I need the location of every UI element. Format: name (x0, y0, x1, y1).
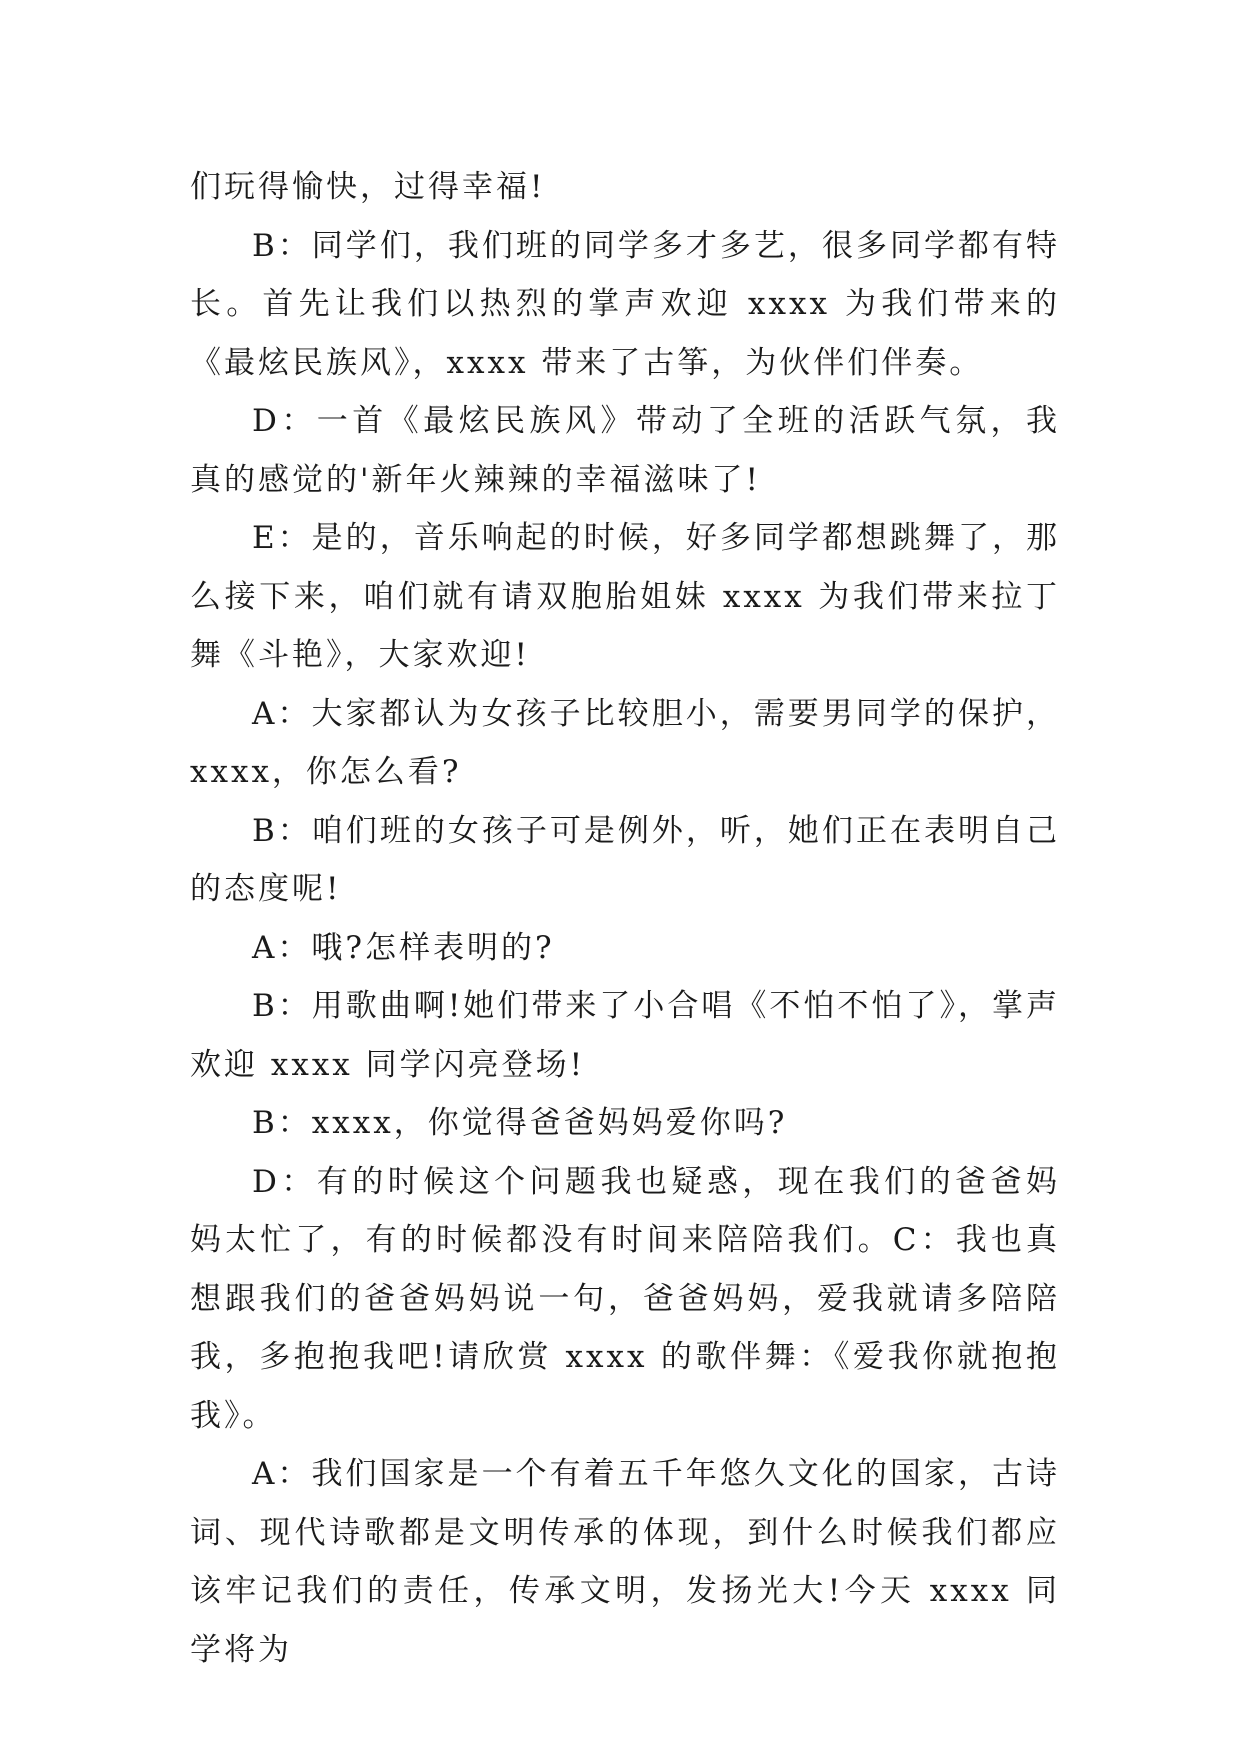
paragraph-9: B：xxxx，你觉得爸爸妈妈爱你吗? (252, 1105, 788, 1141)
paragraph-11: A：我们国家是一个有着五千年悠久文化的国家，古诗词、现代诗歌都是文明传承的体现，到什么时候我们都应该牢记我们的责任，传承文明，发扬光大!今天 xxxx 同学将为 (190, 1456, 1060, 1668)
paragraph-7: A：哦?怎样表明的? (252, 929, 555, 966)
paragraph-2: B：同学们，我们班的同学多才多艺，很多同学都有特长。首先让我们以热烈的掌声欢迎 xxxx 为我们带来的《最炫民族风》，xxxx 带来了古筝，为伙伴们伴奏。 (190, 227, 1060, 381)
paragraph-5: A：大家都认为女孩子比较胆小，需要男同学的保护，xxxx，你怎么看? (190, 695, 1060, 790)
paragraph-6: B：咱们班的女孩子可是例外，听，她们正在表明自己的态度呢! (190, 812, 1060, 907)
paragraph-3: D：一首《最炫民族风》带动了全班的活跃气氛，我真的感觉的'新年火辣辣的幸福滋味了! (190, 403, 1060, 498)
paragraph-1: 们玩得愉快，过得幸福! (190, 169, 546, 205)
document-body (190, 158, 1060, 1679)
paragraph-8: B：用歌曲啊!她们带来了小合唱《不怕不怕了》，掌声欢迎 xxxx 同学闪亮登场! (190, 988, 1060, 1083)
paragraph-10: D：有的时候这个问题我也疑惑，现在我们的爸爸妈妈太忙了，有的时候都没有时间来陪陪我们。C：我也真想跟我们的爸爸妈妈说一句，爸爸妈妈，爱我就请多陪陪我，多抱抱我吧!请欣赏 xxxx 的歌伴舞：《爱我你就抱抱我》。 (190, 1163, 1060, 1434)
paragraph-4: E：是的，音乐响起的时候，好多同学都想跳舞了，那么接下来，咱们就有请双胞胎姐妹 xxxx 为我们带来拉丁舞《斗艳》，大家欢迎! (190, 520, 1060, 673)
